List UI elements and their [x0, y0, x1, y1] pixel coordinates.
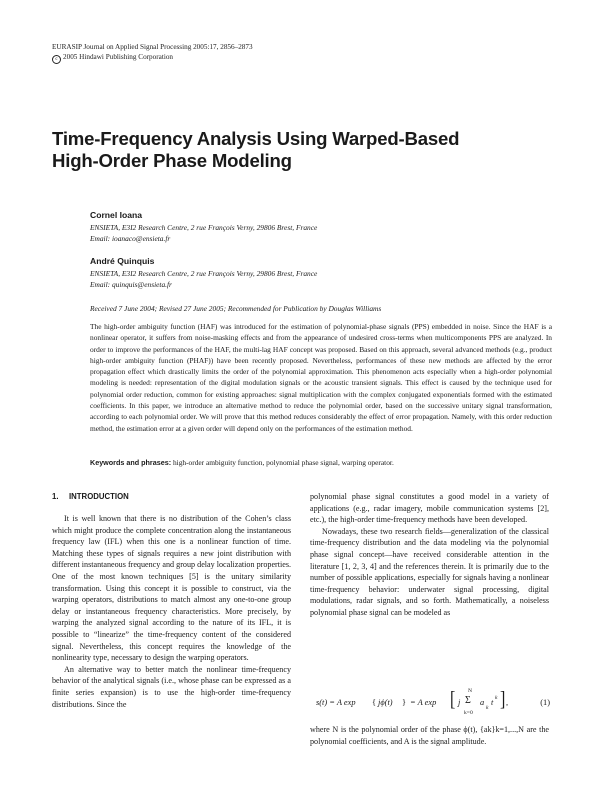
equation-1: s(t) = A exp { jϕ(t) } = A exp [ j N Σ k=0 a k t k ] , (1) — [316, 687, 550, 716]
left-column — [52, 513, 291, 710]
keywords-text: high-order ambiguity function, polynomial phase signal, warping operator. — [172, 458, 394, 467]
affiliation-text: ENSIETA, E3I2 Research Centre, 2 rue François Verny, 29806 Brest, France — [90, 223, 318, 232]
eq-mid: = A exp — [410, 698, 437, 707]
copyright-line — [52, 52, 253, 64]
eq-coef: a — [480, 698, 485, 707]
eq-sup: k — [495, 695, 498, 701]
keywords-label: Keywords and phrases: — [90, 458, 172, 467]
section-heading — [52, 492, 129, 501]
author-name: Cornel Ioana — [90, 210, 143, 220]
author-name: André Quinquis — [90, 256, 155, 266]
copyright-text: 2005 Hindawi Publishing Corporation — [63, 53, 174, 61]
eq-t: t — [491, 698, 494, 707]
paragraph: An alternative way to better match the nonlinear time-frequency behavior of the analytical signals (i.e., whose phase can be expressed as a finite series expansion) is to use the high-order time-frequency distributions. Since the — [52, 664, 291, 709]
title-line-1: Time-Frequency Analysis Using Warped-Based — [52, 128, 460, 149]
sum-upper: N — [468, 688, 473, 694]
journal-header — [52, 42, 253, 64]
right-column — [310, 491, 549, 619]
author-email[interactable]: Email: ioanaco@ensieta.fr — [90, 234, 171, 243]
abstract: The high-order ambiguity function (HAF) was introduced for the estimation of polynomial-phase signals (PPS) embedded in noise. Since the HAF is a nonlinear operator, it suffers from noise-masking effects and from the appearance of undesired cross-terms when multicomponents PPS are analyzed. In order to improve the performances of the HAF, the multi-lag HAF concept was proposed. Based on this approach, several advanced methods (e.g., product high-order ambiguity function (PHAF)) have been recently proposed. Nevertheless, performances of these new methods are affected by the error propagation effect which drastically limits the order of the polynomial approximation. This phenomenon acts especially when a high-order polynomial modeling is needed: representation of the digital modulation signals or the acoustic transient signals. This effect is caused by the technique used for polynomial order reduction, common for existing approaches: signal multiplication with the complex conjugated exponentials formed with the estimated coefficients. In this paper, we introduce an alternative method to reduce the polynomial order, based on the successive unitary signal transformation, according to each polynomial order. We will prove that this method reduces considerably the effect of error propagation. Namely, with this order reduction method, the estimation error at a given order will depend only on the performances of the estimation method. — [90, 322, 552, 433]
affiliation-text: ENSIETA, E3I2 Research Centre, 2 rue François Verny, 29806 Brest, France — [90, 269, 318, 278]
title-line-2: High-Order Phase Modeling — [52, 150, 292, 171]
author-email[interactable]: Email: quinquis@ensieta.fr — [90, 280, 172, 289]
author-affiliation — [90, 268, 317, 290]
keywords — [90, 458, 552, 467]
eq-sub: k — [486, 705, 489, 711]
equation-number: (1) — [540, 698, 550, 707]
author-affiliation — [90, 222, 317, 244]
eq-lhs: s(t) = A exp — [316, 698, 356, 707]
received-dates: Received 7 June 2004; Revised 27 June 2005; Recommended for Publication by Douglas Williams — [90, 304, 382, 313]
paragraph: It is well known that there is no distribution of the Cohen’s class which might produce the complete concentration along the instantaneous frequency law (IFL) when this one is a nonlinear function of time. Matching these types of signals requires a new joint distribution with different instantaneous frequency and group delay localization properties. One of the most known techniques [5] is the unitary similarity transformation. Using this concept it is possible to construct, via the warping operators, distributions to match almost any one-to-one group delay or instantaneous frequency characteristics. More precisely, by warping the analyzed signal according to the nature of its IFL, it is possible to “linearize” the time-frequency content of the considered signal. Nevertheless, this concept requires the knowledge of the nonlinearity type, necessary to design the warping operators. — [52, 514, 291, 663]
copyright-icon: c — [52, 55, 61, 64]
journal-citation: EURASIP Journal on Applied Signal Processing 2005:17, 2856–2873 — [52, 43, 253, 51]
paragraph: Nowadays, these two research fields—generalization of the classical time-frequency distribution and the data modeling via the polynomial phase signal concept—have received considerable attention in the literature [1, 2, 3, 4] and the references therein. It is primarily due to the number of possible applications, especially for signals having a nonlinear time-frequency behavior: underwater signal processing, digital modulations, radar signals, and so forth. Mathematically, a noiseless polynomial phase signal can be modeled as — [310, 526, 549, 617]
sum-lower: k=0 — [464, 710, 473, 716]
paragraph: where N is the polynomial order of the phase ϕ(t), {ak}k=1,...,N are the polynomial coefficients, and A is the signal amplitude. — [310, 725, 549, 746]
paragraph: polynomial phase signal constitutes a good model in a variety of applications (e.g., radar imagery, mobile communication systems [2], etc.), the high-order time-frequency methods have been developed. — [310, 492, 549, 525]
eq-inner: jϕ(t) — [378, 698, 393, 707]
paper-title — [52, 128, 552, 172]
eq-term: j — [458, 698, 461, 707]
right-column-continued — [310, 724, 549, 747]
section-number: 1. — [52, 492, 59, 501]
section-title: INTRODUCTION — [69, 492, 129, 501]
